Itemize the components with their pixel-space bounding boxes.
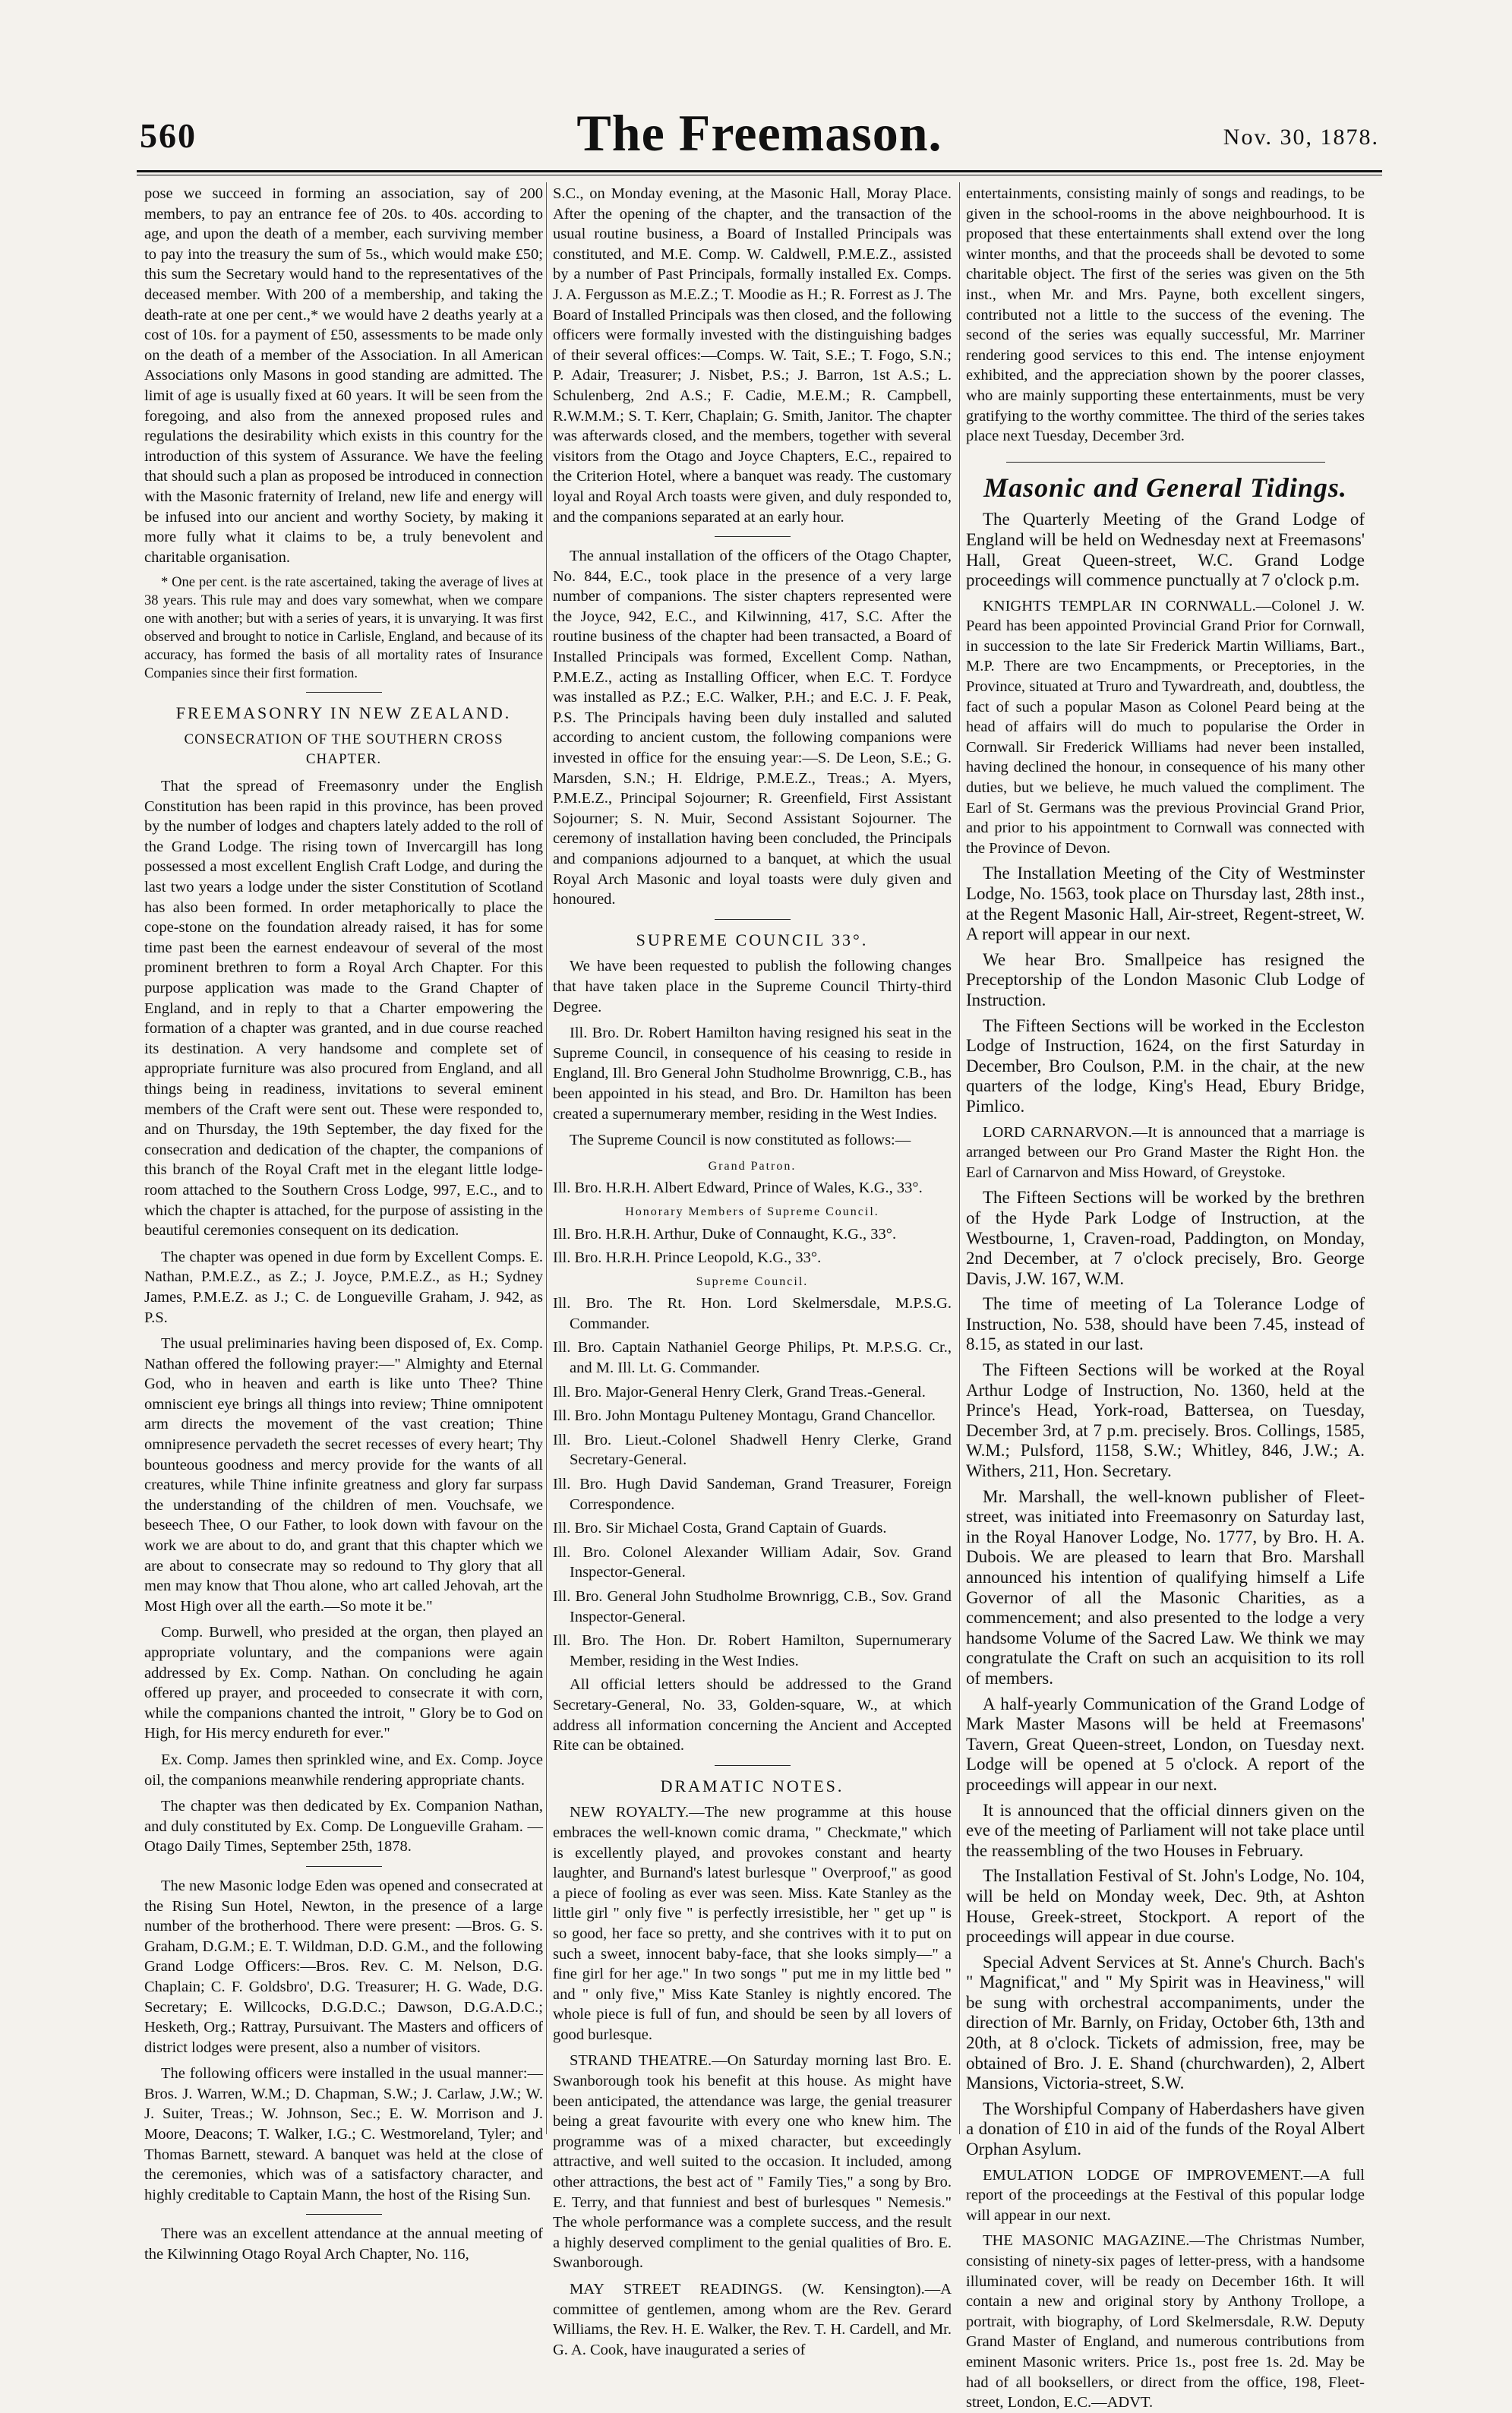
footnote: * One per cent. is the rate ascertained, taking the average of lives at 38 years. This rule may and does vary somewhat, when we compare one with another; but with a series of years, it is unvarying. It was first observed and brought to notice in Carlisle, England, and because of its accuracy, has formed the basis of all mortality rates of Insurance Companies since their first formation. [144,575,543,682]
column-divider [546,182,547,2134]
page-number: 560 [140,116,197,155]
list-item: Ill. Bro. The Hon. Dr. Robert Hamilton, Supernumerary Member, residing in the West Indies. [553,1632,952,1669]
tidings-item: We hear Bro. Smallpeice has resigned the Preceptorship of the London Masonic Club Lodge of Instruction. [966,949,1365,1009]
tidings-item: The Fifteen Sections will be worked in the Eccleston Lodge of Instruction, 1624, on the first Saturday in December, Bro Coulson, P.M. in the chair, at the new quarters of the lodge, King's Head, Ebury Bridge, Pimlico. [966,1015,1365,1116]
article-paragraph: STRAND THEATRE.—On Saturday morning last Bro. E. Swanborough took his benefit at this house. As might have been anticipated, the attendance was large, the genial treasurer being a great favourite with every one who knew him. The programme was of a mixed character, but exceedingly attractive, and well suited to the occasion. It included, among other attractions, the best act of " Family Ties," a song by Bro. E. Terry, and that funniest and best of burlesques " Nemesis." The whole performance was a complete success, and the result a highly deserved compliment to the genial qualities of Bro. E. Swanborough. [553,2052,952,2272]
article-subheading: CONSECRATION OF THE SOUTHERN CROSS CHAPTER. [184,731,503,768]
article-paragraph: The Supreme Council is now constituted as follows:— [570,1132,911,1149]
article-paragraph: There was an excellent attendance at the annual meeting of the Kilwinning Otago Royal Arch Chapter, No. 116, [144,2225,543,2263]
article-paragraph: The usual preliminaries having been disposed of, Ex. Comp. Nathan offered the following prayer:—" Almighty and Eternal God, who in heaven and earth is like unto Thee? Thine omniscient eye brings all things into review; Thine omnipotent arm directs the movement of the vast creation; Thine omnipresence pervadeth the secret recesses of every heart; Thy bounteous goodness and mercy provide for the wants of all creatures, while Thine infinite greatness and glory far surpass the understanding of the children of men. Vouchsafe, we beseech Thee, O our Father, to look down with favour on the work we are about to do, and grant that this chapter which we are about to consecrate may so redound to Thy glory that all men may know that Thou alone, who art called Jehovah, art the Most High over all the earth.—So mote it be." [144,1335,543,1615]
tidings-item: The Fifteen Sections will be worked at the Royal Arthur Lodge of Instruction, No. 1360, held at the Prince's Head, York-road, Battersea, on Tuesday, December 3rd, at 7 p.m. precisely. Bros. Collings, 1585, W.M.; Pulsford, 1158, S.W.; Whitley, 846, J.W.; A. Withers, 211, Hon. Secretary. [966,1360,1365,1481]
article-paragraph: All official letters should be addressed to the Grand Secretary-General, No. 33, Golden-square, W., at which address all information concerning the Ancient and Accepted Rite can be obtained. [553,1676,952,1754]
article-paragraph: That the spread of Freemasonry under the English Constitution has been rapid in this province, has been proved by the number of lodges and chapters lately added to the roll of the Grand Lodge. The rising town of Invercargill has long possessed a most excellent English Craft Lodge, and during the last two years a lodge under the sister Constitution of Scotland has also been formed. In order metaphorically to place the cope-stone on the foundation already raised, it has for some time past been the earnest endeavour of several of the most prominent brethren to form a Royal Arch Chapter. For this purpose application was made to the Grand Chapter of England, and in reply to that a Charter empowering the formation of a chapter was granted, and in due course reached its destination. A very handsome and complete set of appropriate furniture was also procured from England, and all things being in readiness, invitations to several eminent members of the Craft were sent out. These were responded to, and on Thursday, the 19th September, the day fixed for the consecration and dedication of the chapter, the companions of this branch of the Royal Craft met in the elegant little lodge-room attached to the Southern Cross Lodge, 997, E.C., and to which the chapter is attached, for the purpose of assisting in the beautiful ceremonies consequent on its dedication. [144,778,543,1240]
separator [715,1765,791,1766]
separator [715,919,791,920]
article-paragraph: The following officers were installed in the usual manner:—Bros. J. Warren, W.M.; D. Chapman, S.W.; J. Carlaw, J.W.; W. J. Suiter, Treas.; W. Johnson, Sec.; E. W. Morrison and J. Moore, Deacons; T. Walker, I.G.; C. Westmoreland, Tyler; and Thomas Barnett, steward. A banquet was held at the close of the ceremonies, which was of a satisfactory character, and highly creditable to Captain Mann, the host of the Rising Sun. [144,2065,543,2203]
tidings-item: The Installation Meeting of the City of Westminster Lodge, No. 1563, took place on Thursday last, 28th inst., at the Regent Masonic Hall, Air-street, Regent-street, W. A report will appear in our next. [966,864,1365,944]
article-paragraph: NEW ROYALTY.—The new programme at this house embraces the well-known comic drama, " Checkmate," which is excellently played, and provokes constant and hearty laughter, and Burnand's latest burlesque " Overproof," as good a piece of fooling as ever was seen. Miss. Kate Stanley as the little girl " only five " is perfectly irresistible, her " get up " is so good, her face so pretty, and she contrives with it to put on such a sweet, innocent baby-face, that she looks simply—" a fine girl for her age." In two songs " put me in my little bed " and " only five," Miss Kate Stanley is nightly encored. The whole piece is full of fun, and should be seen by all lovers of good burlesque. [553,1804,952,2043]
list-subheading: Grand Patron. [708,1159,797,1173]
article-paragraph: pose we succeed in forming an association, say of 200 members, to pay an entrance fee of 20s. to 40s. according to age, and upon the death of a member, each surviving member to pay into the treasury the sum of 5s., which would make £50; this sum the Secretary would hand to the representatives of the deceased member. With 200 of a membership, and taking the death-rate at one per cent.,* we would have 2 deaths yearly at a cost of 10s. for a payment of £50, assessments to be made only on the death of a member of the Association. In all American Associations only Masons in good standing are admitted. The limit of age is usually fixed at 60 years. It will be seen from the foregoing, and also from the annexed proposed rules and regulations the desirability which exists in this country for the introduction of this system of Assurance. We have the feeling that should such a plan as proposed be introduced in connection with the Masonic fraternity of Ireland, new life and energy will be infused into our ancient and worthy Society, by making it more fully what it claims to be, a truly benevolent and charitable organisation. [144,185,543,566]
tidings-item: The Fifteen Sections will be worked by the brethren of the Hyde Park Lodge of Instruction, at the Westbourne, 1, Craven-road, Paddington, on Monday, 2nd December, at 7 o'clock precisely, Bro. George Davis, J.W. 167, W.M. [966,1188,1365,1288]
section-heading: Masonic and General Tidings. [983,472,1347,503]
separator [715,536,791,537]
tidings-item: EMULATION LODGE OF IMPROVEMENT.—A full report of the proceedings at the Festival of this popular lodge will appear in our next. [966,2166,1365,2224]
list-subheading: Honorary Members of Supreme Council. [625,1205,879,1218]
tidings-item: KNIGHTS TEMPLAR IN CORNWALL.—Colonel J. W. Peard has been appointed Provincial Grand Prior for Cornwall, in succession to the late Sir Frederick Martin Williams, Bart., M.P. There are two Encampments, or Preceptories, in the Province, situated at Truro and Tywardreath, and, doubtless, the fact of such a popular Mason as Colonel Peard being at the head of affairs will do much to popularise the Order in Cornwall. Sir Frederick Williams had never been installed, having declined the honour, in consequence of his many other duties, but we believe, he much valued the compliment. The Earl of St. Germans was the previous Provincial Grand Prior, and prior to his appointment to Cornwall was connected with the Province of Devon. [966,597,1365,857]
separator [1006,462,1325,463]
list-subheading: Supreme Council. [696,1274,809,1288]
article-paragraph: The chapter was then dedicated by Ex. Companion Nathan, and duly constituted by Ex. Comp. De Longueville Graham. — Otago Daily Times, September 25th, 1878. [144,1798,543,1856]
separator [306,692,382,693]
tidings-item: Special Advent Services at St. Anne's Church. Bach's " Magnificat," and " My Spirit was in Heaviness," will be sung with orchestral accompaniments, under the direction of Mr. Barnly, on Friday, October 6th, 13th and 20th, at 8 o'clock. Tickets of admission, free, may be obtained of Bro. J. E. Shand (churchwarden), 2, Albert Mansions, Victoria-street, S.W. [966,1952,1365,2093]
article-paragraph: The annual installation of the officers of the Otago Chapter, No. 844, E.C., took place in the presence of a very large number of companions. The sister chapters represented were the Joyce, 942, E.C., and Kilwinning, 417, S.C. After the routine business of the chapter had been transacted, a Board of Installed Principals was formed, Excellent Comp. Nathan, P.M.E.Z., acting as Installing Officer, when E.C. T. Fordyce was installed as P.Z.; E.C. Walker, P.H.; and E.C. J. F. Peak, P.S. The Principals having been duly installed and saluted according to ancient custom, the following companions were invested in office for the ensuing year:—S. De Leon, S.E.; G. Marsden, S.N.; H. Eldrige, P.M.E.Z., Treas.; A. Myers, P.M.E.Z., Principal Sojourner; R. Greenfield, First Assistant Sojourner; S. N. Muir, Second Assistant Sojourner. The ceremony of installation having been concluded, the Principals and companions adjourned to a banquet, at which the usual Royal Arch Masonic and loyal toasts were duly given and honoured. [553,548,952,908]
article-paragraph: The new Masonic lodge Eden was opened and consecrated at the Rising Sun Hotel, Newton, in the presence of a large number of the brotherhood. There were present: —Bros. G. S. Graham, D.G.M.; E. T. Wildman, D.D. G.M., and the following Grand Lodge Officers:—Bros. Rev. C. M. Nelson, D.G. Chaplain; C. F. Goldsbro', D.G. Treasurer; H. G. Wade, D.G. Secretary; E. Willcocks, D.G.D.C.; Dawson, D.G.A.D.C.; Hesketh, Org.; Rattray, Pursuivant. The Masters and officers of district lodges were present, also a number of visitors. [144,1877,543,2056]
list-item: Ill. Bro. Sir Michael Costa, Grand Captain of Guards. [553,1520,887,1537]
column-1 [144,184,543,2263]
tidings-item: LORD CARNARVON.—It is announced that a marriage is arranged between our Pro Grand Master the Right Hon. the Earl of Carnarvon and Miss Howard, of Greystoke. [966,1123,1365,1181]
article-paragraph: Ex. Comp. James then sprinkled wine, and Ex. Comp. Joyce oil, the companions meanwhile rendering appropriate chants. [144,1751,543,1789]
article-heading: DRAMATIC NOTES. [660,1776,844,1796]
article-paragraph: Comp. Burwell, who presided at the organ, then played an appropriate voluntary, and the companions were again addressed by Ex. Comp. Nathan. On concluding he again offered up prayer, and proceeded to consecrate it with corn, while the companions chanted the introit, " Glory be to God on High, for His mercy endureth for ever." [144,1624,543,1742]
tidings-item: A half-yearly Communication of the Grand Lodge of Mark Master Masons will be held at Freemasons' Tavern, Great Queen-street, London, on Tuesday next. Lodge will be opened at 5 o'clock. A report of the proceedings will appear in our next. [966,1694,1365,1794]
tidings-item: The Installation Festival of St. John's Lodge, No. 104, will be held on Monday week, Dec. 9th, at Ashton House, Greek-street, Stockport. A report of the proceedings will appear in due course. [966,1866,1365,1947]
separator [306,2214,382,2215]
issue-date: Nov. 30, 1878. [1223,125,1379,150]
list-item: Ill. Bro. Major-General Henry Clerk, Grand Treas.-General. [553,1383,926,1401]
masthead [137,105,1382,166]
list-item: Ill. Bro. Captain Nathaniel George Philips, Pt. M.P.S.G. Cr., and M. Ill. Lt. G. Commander. [553,1339,952,1377]
column-2 [553,184,952,2358]
tidings-item: The time of meeting of La Tolerance Lodge of Instruction, No. 538, should have been 7.45, instead of 8.15, as stated in our last. [966,1294,1365,1354]
list-item: Ill. Bro. Lieut.-Colonel Shadwell Henry Clerke, Grand Secretary-General. [553,1431,952,1469]
tidings-item: It is announced that the official dinners given on the eve of the meeting of Parliament will not take place until the reassembling of the two Houses in February. [966,1800,1365,1860]
newspaper-title: The Freemason. [576,104,942,162]
list-item: Ill. Bro. H.R.H. Arthur, Duke of Connaught, K.G., 33°. [553,1225,897,1243]
column-3 [966,184,1365,2411]
list-item: Ill. Bro. The Rt. Hon. Lord Skelmersdale, M.P.S.G. Commander. [553,1295,952,1332]
article-heading: FREEMASONRY IN NEW ZEALAND. [175,703,512,723]
list-item: Ill. Bro. John Montagu Pulteney Montagu, Grand Chancellor. [553,1407,936,1425]
article-paragraph: The chapter was opened in due form by Excellent Comps. E. Nathan, P.M.E.Z., as Z.; J. Joyce, P.M.E.Z., as H.; Sydney James, P.M.E.Z. as J.; C. de Longueville Graham, J. 942, as P.S. [144,1248,543,1326]
article-paragraph: entertainments, consisting mainly of songs and readings, to be given in the school-rooms in the above neighbourhood. It is proposed that these entertainments shall extend over the long winter months, and that the proceeds shall be devoted to some charitable object. The first of the series was given on the 5th inst., when Mr. and Mrs. Payne, both excellent singers, contributed not a little to the success of the evening. The second of the series was equally successful, Mr. Marriner rendering good services to this end. The intense enjoyment exhibited, and the appreciation shown by the poorer classes, who are mainly supporting these entertainments, must be very gratifying to the worthy committee. The third of the series takes place next Tuesday, December 3rd. [966,185,1365,445]
article-paragraph: S.C., on Monday evening, at the Masonic Hall, Moray Place. After the opening of the chapter, and the transaction of the usual routine business, a Board of Installed Principals was constituted, and M.E. Comp. W. Caldwell, P.M.E.Z., assisted by a number of Past Principals, formally installed Ex. Comps. J. A. Fergusson as M.E.Z.; T. Moodie as H.; R. Forrest as J. The Board of Installed Principals was then closed, and the following officers were formally invested with the distinguishing badges of their several offices:—Comps. W. Tait, S.E.; T. Fogo, S.N.; P. Adair, Treasurer; J. Nisbet, P.S.; J. Barron, 1st A.S.; L. Schulenberg, 2nd A.S.; F. Cadie, M.E.M.; R. Campbell, R.W.M.M.; S. T. Kerr, Chaplain; G. Smith, Janitor. The chapter was afterwards closed, and the members, together with several visitors from the Otago and Joyce Chapters, E.C., repaired to the Criterion Hotel, where a banquet was ready. The customary loyal and Royal Arch toasts were given, and duly responded to, and the companions separated at an early hour. [553,185,952,526]
list-item: Ill. Bro. Colonel Alexander William Adair, Sov. Grand Inspector-General. [553,1543,952,1581]
article-paragraph: Ill. Bro. Dr. Robert Hamilton having resigned his seat in the Supreme Council, in consequence of his ceasing to reside in England, Ill. Bro General John Studholme Brownrigg, C.B., has been appointed in his stead, and Bro. Dr. Hamilton has been created a supernumerary member, residing in the West Indies. [553,1025,952,1123]
separator [306,1866,382,1867]
list-item: Ill. Bro. General John Studholme Brownrigg, C.B., Sov. Grand Inspector-General. [553,1588,952,1625]
article-paragraph: MAY STREET READINGS. (W. Kensington).—A committee of gentlemen, among whom are the Rev. Gerard Williams, the Rev. H. E. Walker, the Rev. T. H. Cardell, and Mr. G. A. Cook, have inaugurated a series of [553,2281,952,2358]
list-item: Ill. Bro. Hugh David Sandeman, Grand Treasurer, Foreign Correspondence. [553,1476,952,1513]
tidings-item: The Worshipful Company of Haberdashers have given a donation of £10 in aid of the funds of the Royal Albert Orphan Asylum. [966,2099,1365,2159]
list-item: Ill. Bro. H.R.H. Prince Leopold, K.G., 33°. [553,1249,822,1267]
article-heading: SUPREME COUNCIL 33°. [636,930,869,949]
article-paragraph: We have been requested to publish the following changes that have taken place in the Supreme Council Thirty-third Degree. [553,958,952,1015]
list-item: Ill. Bro. H.R.H. Albert Edward, Prince of Wales, K.G., 33°. [553,1180,923,1197]
tidings-item: THE MASONIC MAGAZINE.—The Christmas Number, consisting of ninety-six pages of letter-press, with a handsome illuminated cover, will be ready on December 16th. It will contain a new and original story by Anthony Trollope, a portrait, with biography, of Lord Skelmersdale, R.W. Deputy Grand Master of England, and numerous contributions from eminent Masonic writers. Price 1s., post free 1s. 2d. May be had of all booksellers, or direct from the office, 198, Fleet-street, London, E.C.—ADVT. [966,2232,1365,2411]
column-divider [959,182,960,2134]
masthead-rule [137,170,1382,172]
tidings-item: The Quarterly Meeting of the Grand Lodge of England will be held on Wednesday next at Freemasons' Hall, Great Queen-street, W.C. Grand Lodge proceedings will commence punctually at 7 o'clock p.m. [966,510,1365,590]
tidings-item: Mr. Marshall, the well-known publisher of Fleet-street, was initiated into Freemasonry on Saturday last, in the Royal Hanover Lodge, No. 1777, by Bro. H. A. Dubois. We are pleased to learn that Bro. Marshall announced his intention of qualifying himself a Life Governor of all the Masonic Charities, as a commencement; and also presented to the lodge a very handsome Volume of the Sacred Law. We think we may congratulate the Craft on such an acquisition to its roll of members. [966,1486,1365,1688]
